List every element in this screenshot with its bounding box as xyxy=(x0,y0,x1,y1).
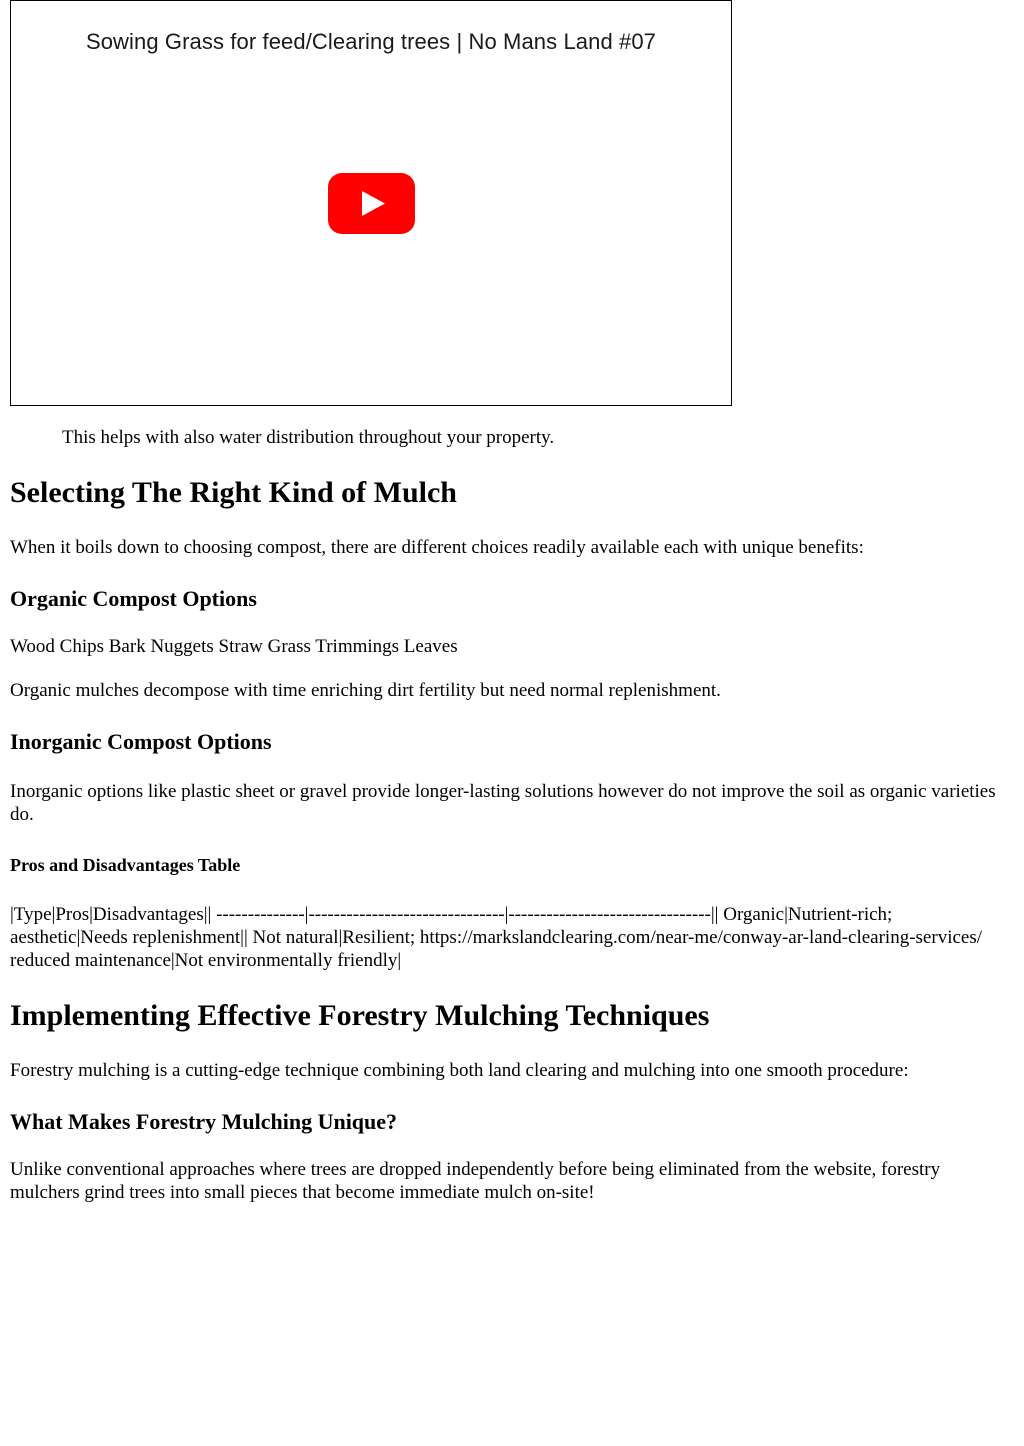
heading-selecting-mulch: Selecting The Right Kind of Mulch xyxy=(10,476,457,509)
video-embed[interactable] xyxy=(10,0,732,406)
heading-pros-disadvantages: Pros and Disadvantages Table xyxy=(10,855,241,875)
organic-note-paragraph: Organic mulches decompose with time enriching dirt fertility but need normal replenishment. xyxy=(10,680,721,701)
organic-list-paragraph: Wood Chips Bark Nuggets Straw Grass Trimmings Leaves xyxy=(10,636,458,657)
heading-forestry-mulching: Implementing Effective Forestry Mulching Techniques xyxy=(10,999,710,1032)
heading-forestry-unique: What Makes Forestry Mulching Unique? xyxy=(10,1109,398,1134)
video-title[interactable]: Sowing Grass for feed/Clearing trees | No Mans Land #07 xyxy=(85,29,657,54)
play-button-icon[interactable] xyxy=(328,173,415,234)
mulch-intro-paragraph: When it boils down to choosing compost, there are different choices readily available each with unique benefits: xyxy=(10,537,864,558)
heading-organic-compost: Organic Compost Options xyxy=(10,586,257,611)
pros-disadvantages-table-text: |Type|Pros|Disadvantages|| --------------|-------------------------------|--------------------------------|| Organic|Nutrient-rich; aesthetic|Needs replenishment|| Not natural|Resilient; https://markslandclearing.com/near-me/conway-ar-land-clearing-services/ reduced maintenance|Not environmentally friendly| xyxy=(10,904,983,971)
inorganic-paragraph: Inorganic options like plastic sheet or gravel provide longer-lasting solutions however do not improve the soil as organic varieties do. xyxy=(10,781,996,825)
intro-paragraph: This helps with also water distribution throughout your property. xyxy=(62,427,555,448)
forestry-intro-paragraph: Forestry mulching is a cutting-edge technique combining both land clearing and mulching into one smooth procedure: xyxy=(10,1060,909,1081)
heading-inorganic-compost: Inorganic Compost Options xyxy=(10,729,272,754)
forestry-unique-paragraph: Unlike conventional approaches where trees are dropped independently before being eliminated from the website, forestry mulchers grind trees into small pieces that become immediate mulch on-site! xyxy=(10,1159,941,1203)
